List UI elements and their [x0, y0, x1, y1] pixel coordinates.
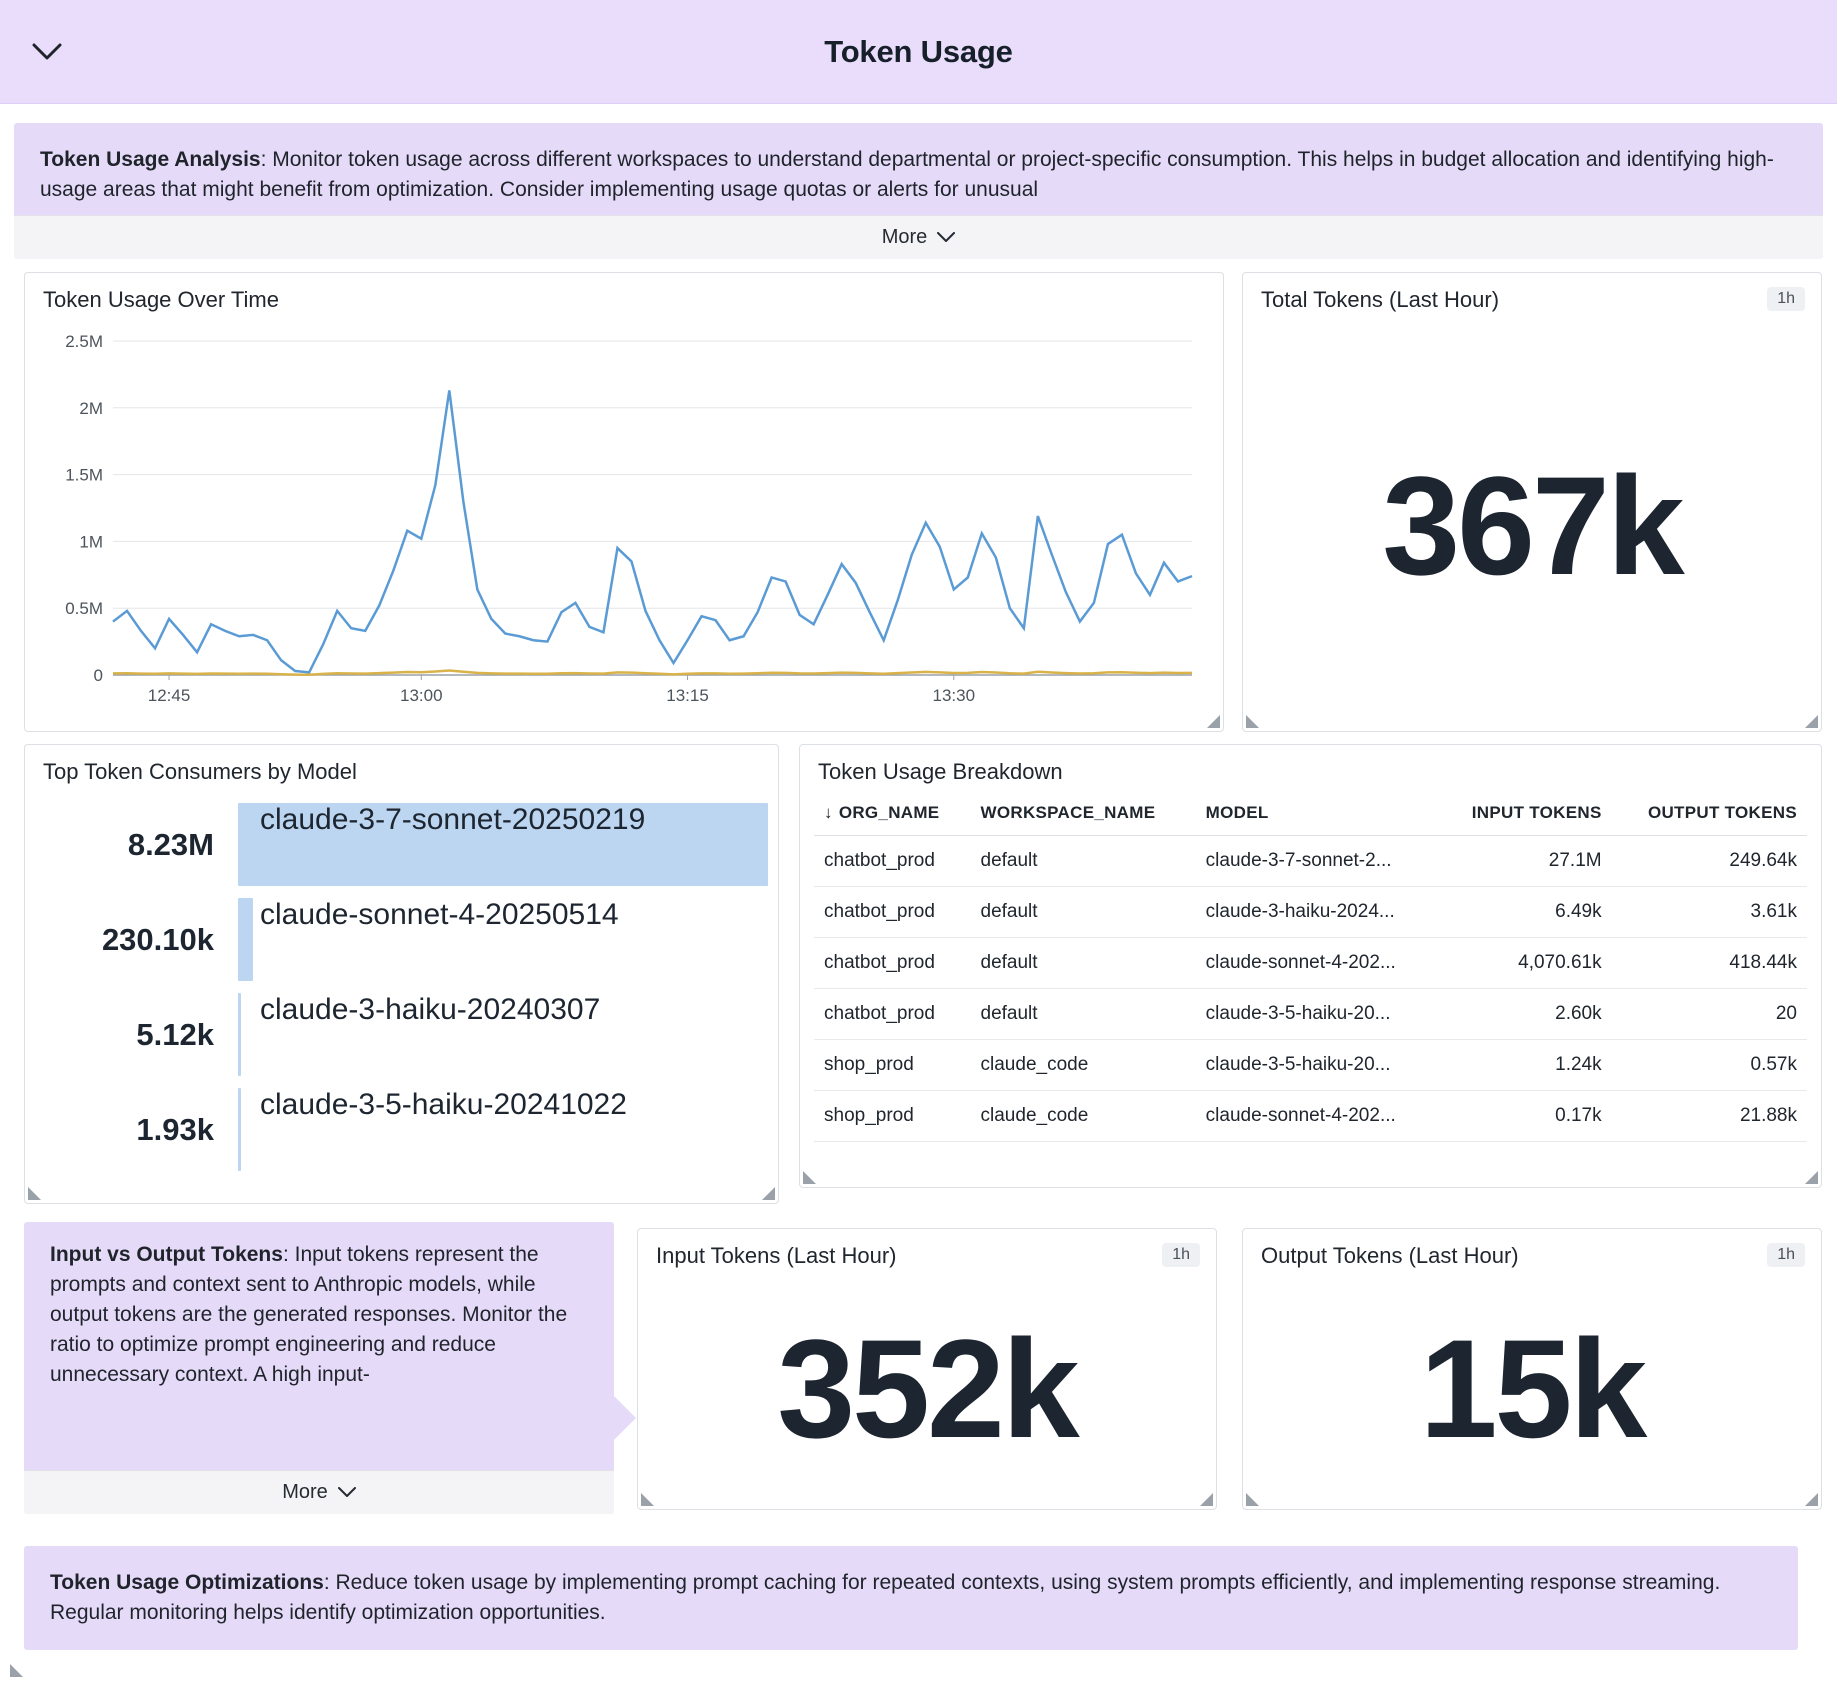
output-tokens-value: 15k	[1419, 1310, 1645, 1467]
callout-body: : Reduce token usage by implementing prompt caching for repeated contexts, using system prompts efficiently, and implementing response streaming. Regular monitoring helps identify optimization opportunities.	[50, 1571, 1721, 1625]
input-tokens-panel	[637, 1228, 1217, 1510]
table-cell: chatbot_prod	[814, 836, 971, 887]
resize-handle[interactable]	[1805, 715, 1818, 728]
consumer-bar-label: claude-3-5-haiku-20241022	[260, 1088, 627, 1121]
consumer-bar-row[interactable]	[25, 892, 778, 987]
timeseries-svg	[35, 327, 1210, 717]
consumer-bar-row[interactable]	[25, 987, 778, 1082]
table-cell: claude-3-7-sonnet-2...	[1196, 836, 1439, 887]
table-cell: 27.1M	[1438, 836, 1611, 887]
callout-title: Token Usage Analysis	[40, 148, 261, 171]
svg-text:1.5M: 1.5M	[65, 465, 103, 485]
table-cell: chatbot_prod	[814, 887, 971, 938]
consumer-bar-value: 230.10k	[101, 921, 214, 957]
output-tokens-panel	[1242, 1228, 1822, 1510]
table-header-output-tokens[interactable]: OUTPUT TOKENS	[1612, 795, 1807, 836]
panel-title: Total Tokens (Last Hour)	[1261, 287, 1500, 312]
callout-text	[24, 1546, 1798, 1651]
input-tokens-value: 352k	[777, 1310, 1077, 1467]
consumer-bar-value: 1.93k	[136, 1111, 214, 1147]
table-cell: shop_prod	[814, 1040, 971, 1091]
table-header-org-name[interactable]: ↓ ORG_NAME	[814, 795, 971, 836]
consumer-bar-track	[238, 993, 768, 1076]
consumer-bar-track	[238, 1088, 768, 1171]
table-cell: 21.88k	[1612, 1091, 1807, 1142]
timeseries-chart	[35, 327, 1213, 717]
table-cell: default	[971, 836, 1196, 887]
table-row[interactable]	[814, 887, 1807, 938]
svg-text:13:30: 13:30	[932, 686, 976, 705]
table-header-model[interactable]: MODEL	[1196, 795, 1439, 836]
consumer-bar-row[interactable]	[25, 797, 778, 892]
token-usage-breakdown-panel	[799, 744, 1822, 1188]
consumer-bar-label: claude-3-haiku-20240307	[260, 993, 601, 1026]
more-label: More	[881, 226, 928, 248]
time-range-badge[interactable]: 1h	[1767, 287, 1805, 311]
svg-text:12:45: 12:45	[147, 686, 191, 705]
page-resize-handle[interactable]	[10, 1664, 23, 1677]
resize-handle[interactable]	[1805, 1493, 1818, 1506]
resize-handle-left[interactable]	[1246, 715, 1259, 728]
table-cell: 2.60k	[1438, 989, 1611, 1040]
callout-body: : Input tokens represent the prompts and context sent to Anthropic models, while output tokens are the generated responses. Monitor the ratio to optimize prompt engineering and reduce unnecessary context. A high input-	[50, 1243, 568, 1387]
dashboard-header	[0, 0, 1837, 104]
panel-title: Output Tokens (Last Hour)	[1261, 1243, 1519, 1268]
table-cell: 20	[1612, 989, 1807, 1040]
consumer-bar-label: claude-sonnet-4-20250514	[260, 898, 619, 931]
table-row[interactable]	[814, 1040, 1807, 1091]
table-row[interactable]	[814, 1091, 1807, 1142]
table-cell: 0.57k	[1612, 1040, 1807, 1091]
token-usage-over-time-panel	[24, 272, 1224, 732]
table-cell: default	[971, 887, 1196, 938]
chevron-down-icon	[338, 1487, 356, 1498]
table-cell: chatbot_prod	[814, 938, 971, 989]
table-header-row	[814, 795, 1807, 836]
table-cell: default	[971, 989, 1196, 1040]
time-range-badge[interactable]: 1h	[1767, 1243, 1805, 1267]
svg-text:13:15: 13:15	[666, 686, 709, 705]
consumer-bar-row[interactable]	[25, 1082, 778, 1177]
panel-title: Token Usage Breakdown	[818, 759, 1063, 784]
table-cell: shop_prod	[814, 1091, 971, 1142]
callout-text	[24, 1222, 614, 1470]
top-token-consumers-panel	[24, 744, 779, 1204]
more-toggle-io[interactable]	[24, 1470, 614, 1514]
table-cell: 3.61k	[1612, 887, 1807, 938]
table-cell: 418.44k	[1612, 938, 1807, 989]
svg-text:13:00: 13:00	[400, 686, 443, 705]
table-row[interactable]	[814, 989, 1807, 1040]
svg-text:2.5M: 2.5M	[65, 332, 103, 351]
resize-handle[interactable]	[1805, 1171, 1818, 1184]
table-cell: claude-sonnet-4-202...	[1196, 1091, 1439, 1142]
resize-handle-left[interactable]	[641, 1493, 654, 1506]
table-cell: default	[971, 938, 1196, 989]
table-cell: claude-sonnet-4-202...	[1196, 938, 1439, 989]
resize-handle-left[interactable]	[28, 1187, 41, 1200]
more-label: More	[282, 1481, 328, 1503]
resize-handle-left[interactable]	[1246, 1493, 1259, 1506]
table-header-workspace-name[interactable]: WORKSPACE_NAME	[971, 795, 1196, 836]
panel-title: Top Token Consumers by Model	[43, 759, 357, 784]
breakdown-table	[814, 795, 1807, 1142]
consumers-bar-list	[25, 795, 778, 1177]
table-cell: claude_code	[971, 1091, 1196, 1142]
callout-pointer-icon	[612, 1394, 636, 1442]
token-usage-analysis-callout	[14, 123, 1823, 259]
callout-title: Token Usage Optimizations	[50, 1571, 324, 1594]
table-cell: claude-3-5-haiku-20...	[1196, 989, 1439, 1040]
callout-text	[14, 123, 1823, 215]
svg-text:1M: 1M	[79, 532, 103, 552]
table-cell: claude-3-haiku-2024...	[1196, 887, 1439, 938]
sort-descending-arrow-icon: ↓	[824, 803, 833, 822]
consumer-bar-track	[238, 803, 768, 886]
table-row[interactable]	[814, 836, 1807, 887]
callout-title: Input vs Output Tokens	[50, 1243, 283, 1266]
table-cell: claude-3-5-haiku-20...	[1196, 1040, 1439, 1091]
svg-text:0: 0	[93, 666, 103, 685]
resize-handle[interactable]	[1200, 1493, 1213, 1506]
consumer-bar-value: 5.12k	[136, 1016, 214, 1052]
table-row[interactable]	[814, 938, 1807, 989]
total-tokens-value: 367k	[1382, 447, 1682, 604]
panel-title: Token Usage Over Time	[43, 287, 279, 312]
input-vs-output-callout	[24, 1222, 614, 1514]
consumer-bar-track	[238, 898, 768, 981]
table-cell: 0.17k	[1438, 1091, 1611, 1142]
table-cell: 1.24k	[1438, 1040, 1611, 1091]
resize-handle[interactable]	[1207, 715, 1220, 728]
resize-handle[interactable]	[762, 1187, 775, 1200]
table-cell: claude_code	[971, 1040, 1196, 1091]
table-cell: 249.64k	[1612, 836, 1807, 887]
time-range-badge[interactable]: 1h	[1162, 1243, 1200, 1267]
table-cell: chatbot_prod	[814, 989, 971, 1040]
svg-text:2M: 2M	[79, 398, 103, 418]
consumer-bar-label: claude-3-7-sonnet-20250219	[260, 803, 646, 836]
total-tokens-panel	[1242, 272, 1822, 732]
table-header-input-tokens[interactable]: INPUT TOKENS	[1438, 795, 1611, 836]
panel-title: Input Tokens (Last Hour)	[656, 1243, 897, 1268]
svg-text:0.5M: 0.5M	[65, 599, 103, 619]
chevron-down-icon[interactable]	[30, 35, 64, 69]
resize-handle-left[interactable]	[803, 1171, 816, 1184]
more-toggle-top[interactable]	[14, 215, 1823, 259]
table-cell: 6.49k	[1438, 887, 1611, 938]
page-title: Token Usage	[824, 33, 1013, 69]
callout-body: : Monitor token usage across different workspaces to understand departmental or project-specific consumption. This helps in budget allocation and identifying high-usage areas that might benefit from optimization. Consider implementing usage quotas or alerts for unusual	[40, 148, 1774, 202]
table-cell: 4,070.61k	[1438, 938, 1611, 989]
token-usage-optimizations-callout	[24, 1546, 1798, 1650]
consumer-bar-value: 8.23M	[127, 826, 214, 862]
chevron-down-icon	[937, 232, 955, 243]
